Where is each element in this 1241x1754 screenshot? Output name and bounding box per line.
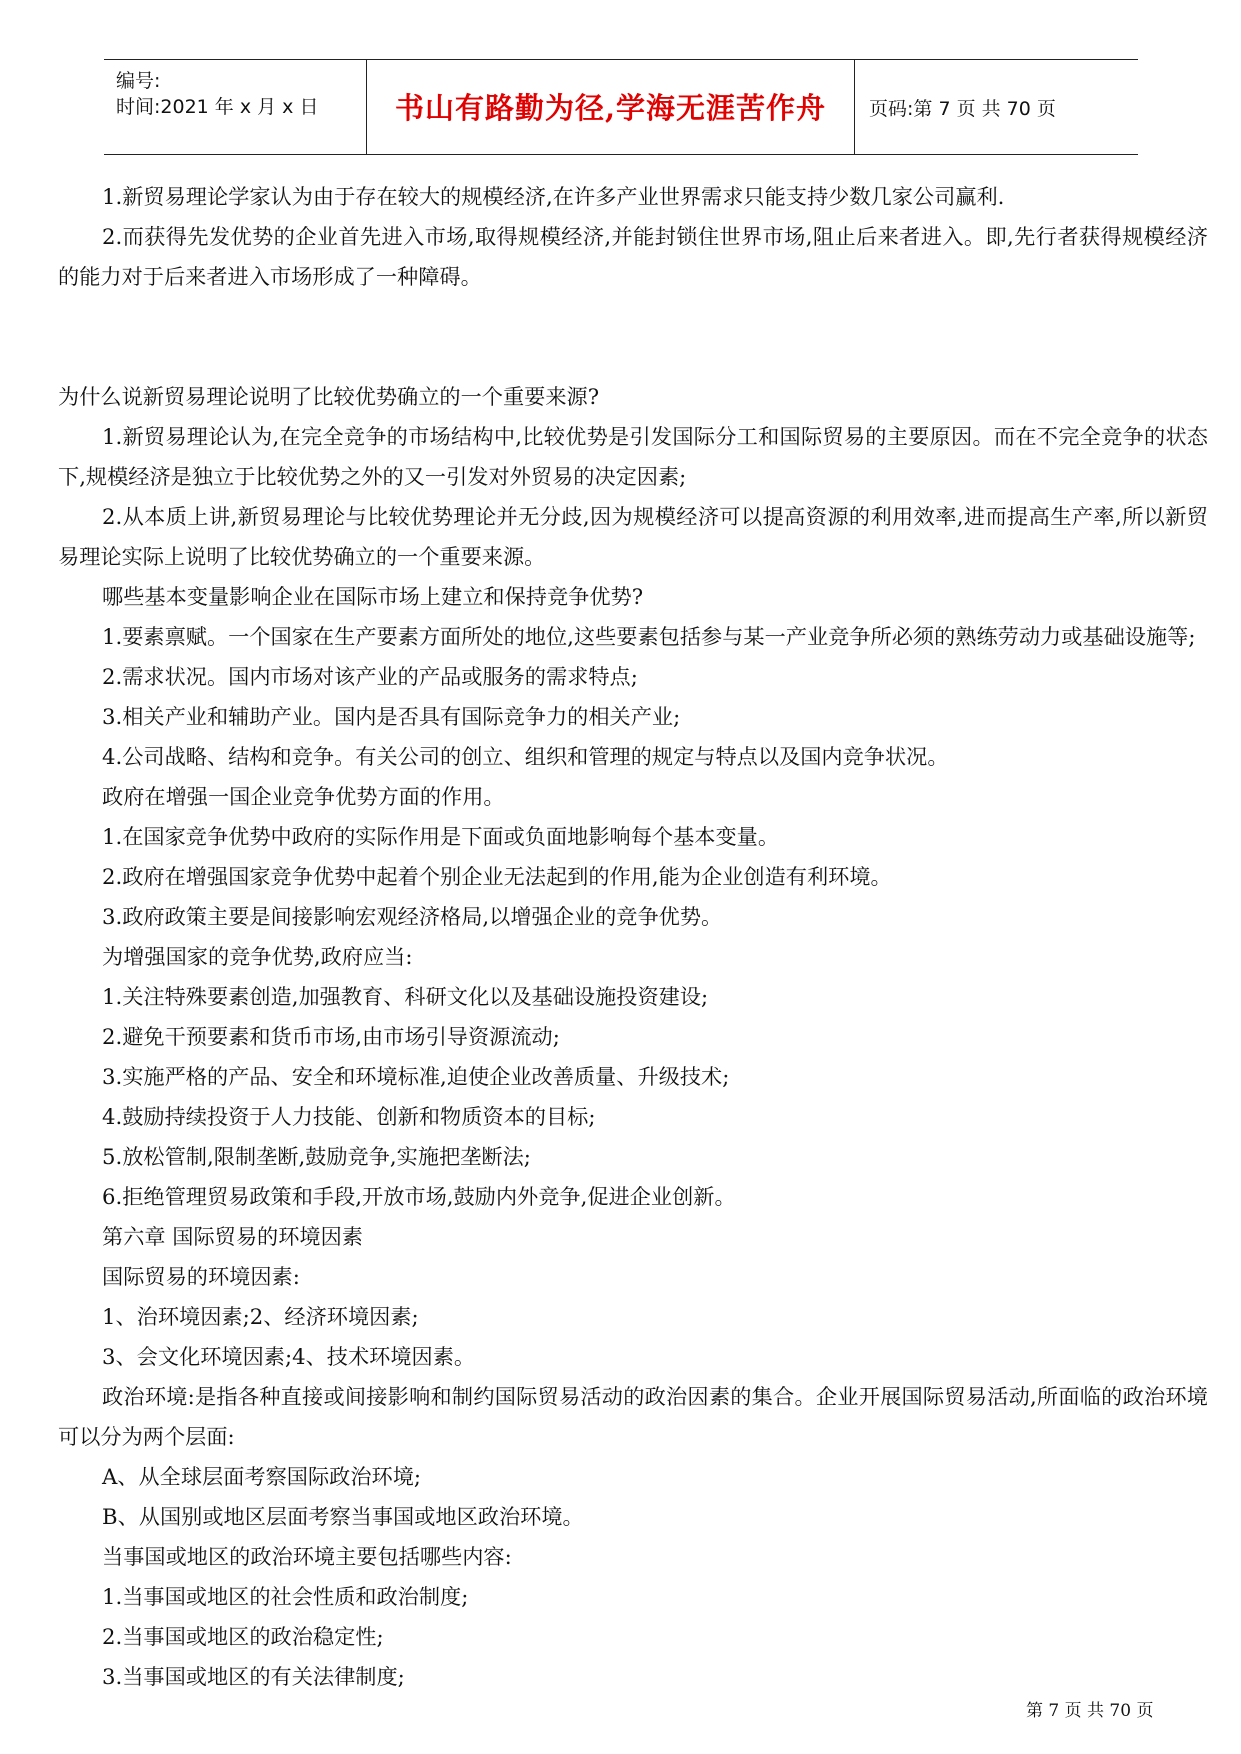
paragraph: 5.放松管制,限制垄断,鼓励竞争,实施把垄断法; — [102, 1144, 531, 1169]
paragraph: 3.当事国或地区的有关法律制度; — [102, 1664, 405, 1689]
header-left-cell — [104, 60, 366, 154]
blank-space — [58, 297, 1208, 377]
paragraph: 政治环境:是指各种直接或间接影响和制约国际贸易活动的政治因素的集合。企业开展国际贸易活动,所面临的政治环境可以分为两个层面: — [58, 1384, 1208, 1449]
section-question: 为什么说新贸易理论说明了比较优势确立的一个重要来源? — [58, 384, 600, 409]
header-right-cell — [855, 60, 1138, 154]
section-question: 国际贸易的环境因素: — [102, 1264, 300, 1289]
paragraph: 1.关注特殊要素创造,加强教育、科研文化以及基础设施投资建设; — [102, 984, 709, 1009]
paragraph: 1.要素禀赋。一个国家在生产要素方面所处的地位,这些要素包括参与某一产业竞争所必须的熟练劳动力或基础设施等; — [102, 624, 1196, 649]
paragraph: 1.新贸易理论学家认为由于存在较大的规模经济,在许多产业世界需求只能支持少数几家公司赢利. — [102, 184, 1005, 209]
document-time-label: 时间:2021 年 x 月 x 日 — [116, 96, 319, 118]
section-question: 哪些基本变量影响企业在国际市场上建立和保持竞争优势? — [102, 584, 644, 609]
paragraph: 1.在国家竞争优势中政府的实际作用是下面或负面地影响每个基本变量。 — [102, 824, 780, 849]
paragraph: 3.实施严格的产品、安全和环境标准,迫使企业改善质量、升级技术; — [102, 1064, 730, 1089]
header-middle-cell — [366, 60, 855, 154]
paragraph: 1.新贸易理论认为,在完全竞争的市场结构中,比较优势是引发国际分工和国际贸易的主要原因。而在不完全竞争的状态下,规模经济是独立于比较优势之外的又一引发对外贸易的决定因素; — [58, 424, 1208, 489]
paragraph: 3.相关产业和辅助产业。国内是否具有国际竞争力的相关产业; — [102, 704, 681, 729]
section-question: 当事国或地区的政治环境主要包括哪些内容: — [102, 1544, 512, 1569]
paragraph: 6.拒绝管理贸易政策和手段,开放市场,鼓励内外竞争,促进企业创新。 — [102, 1184, 736, 1209]
document-body — [58, 177, 1208, 1697]
paragraph: 2.当事国或地区的政治稳定性; — [102, 1624, 384, 1649]
header-motto: 书山有路勤为径,学海无涯苦作舟 — [394, 91, 827, 125]
paragraph: 1、治环境因素;2、经济环境因素; — [102, 1304, 419, 1329]
page-footer-number: 第 7 页 共 70 页 — [1026, 1701, 1154, 1721]
paragraph: 4.公司战略、结构和竞争。有关公司的创立、组织和管理的规定与特点以及国内竞争状况。 — [102, 744, 949, 769]
paragraph: 3.政府政策主要是间接影响宏观经济格局,以增强企业的竞争优势。 — [102, 904, 723, 929]
paragraph: B、从国别或地区层面考察当事国或地区政治环境。 — [102, 1504, 584, 1529]
paragraph: 2.需求状况。国内市场对该产业的产品或服务的需求特点; — [102, 664, 638, 689]
paragraph: 2.政府在增强国家竞争优势中起着个别企业无法起到的作用,能为企业创造有利环境。 — [102, 864, 892, 889]
paragraph: 4.鼓励持续投资于人力技能、创新和物质资本的目标; — [102, 1104, 596, 1129]
paragraph: 2.从本质上讲,新贸易理论与比较优势理论并无分歧,因为规模经济可以提高资源的利用效率,进而提高生产率,所以新贸易理论实际上说明了比较优势确立的一个重要来源。 — [58, 504, 1208, 569]
chapter-heading: 第六章 国际贸易的环境因素 — [102, 1224, 363, 1249]
section-question: 政府在增强一国企业竞争优势方面的作用。 — [102, 784, 505, 809]
header-page-number: 页码:第 7 页 共 70 页 — [869, 98, 1056, 120]
paragraph: 2.而获得先发优势的企业首先进入市场,取得规模经济,并能封锁住世界市场,阻止后来者进入。即,先行者获得规模经济的能力对于后来者进入市场形成了一种障碍。 — [58, 224, 1208, 289]
section-question: 为增强国家的竞争优势,政府应当: — [102, 944, 413, 969]
document-number-label: 编号: — [116, 70, 161, 92]
paragraph: 2.避免干预要素和货币市场,由市场引导资源流动; — [102, 1024, 560, 1049]
paragraph: 1.当事国或地区的社会性质和政治制度; — [102, 1584, 469, 1609]
paragraph: 3、会文化环境因素;4、技术环境因素。 — [102, 1344, 476, 1369]
page-header — [104, 59, 1138, 155]
paragraph: A、从全球层面考察国际政治环境; — [102, 1464, 422, 1489]
